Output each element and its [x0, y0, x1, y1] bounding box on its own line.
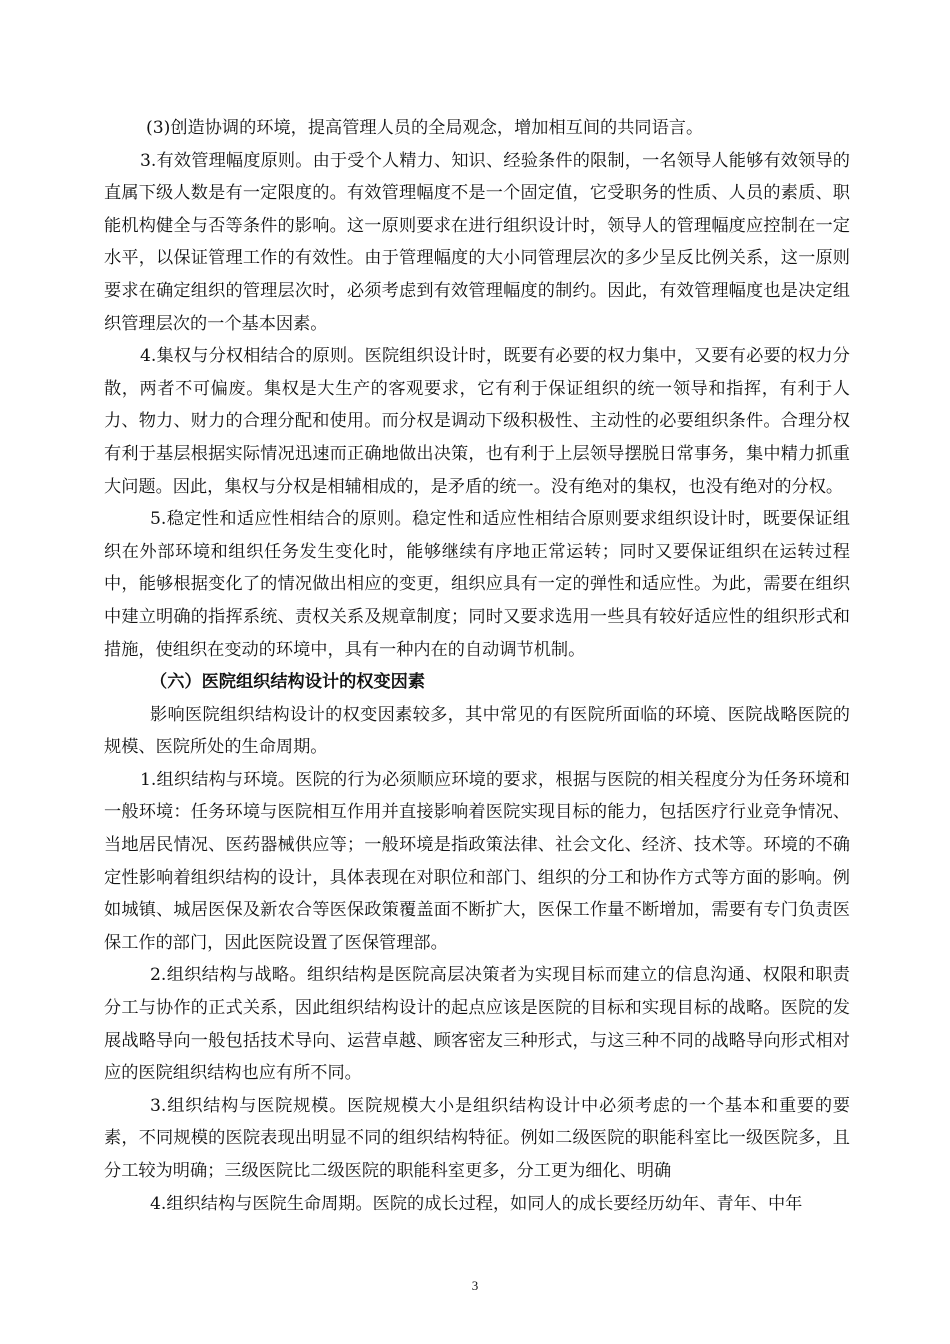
document-body: [104, 112, 850, 1220]
section-heading: （六）医院组织结构设计的权变因素: [150, 672, 426, 693]
paragraph-strategy: 2.组织结构与战略。组织结构是医院高层决策者为实现目标而建立的信息沟通、权限和职责分工与协作的正式关系，因此组织结构设计的起点应该是医院的目标和实现目标的战略。医院的发展战略导向一般包括技术导向、运营卓越、顾客密友三种形式，与这三种不同的战略导向形式相对应的医院组织结构也应有所不同。: [104, 965, 850, 1084]
page-number: 3: [471, 1278, 479, 1293]
paragraph-coordination: (3)创造协调的环境，提高管理人员的全局观念，增加相互间的共同语言。: [146, 118, 704, 138]
paragraph-scale: 3.组织结构与医院规模。医院规模大小是组织结构设计中必须考虑的一个基本和重要的要素，不同规模的医院表现出明显不同的组织结构特征。例如二级医院的职能科室比一级医院多，且分工较为明确；三级医院比二级医院的职能科室更多，分工更为细化、明确: [104, 1095, 850, 1181]
paragraph-stability: 5.稳定性和适应性相结合的原则。稳定性和适应性相结合原则要求组织设计时，既要保证组织在外部环境和组织任务发生变化时，能够继续有序地正常运转；同时又要保证组织在运转过程中，能够根据变化了的情况做出相应的变更，组织应具有一定的弹性和适应性。为此，需要在组织中建立明确的指挥系统、责权关系及规章制度；同时又要求选用一些具有较好适应性的组织形式和措施，使组织在变动的环境中，具有一种内在的自动调节机制。: [104, 509, 850, 660]
paragraph-centralization: 4.集权与分权相结合的原则。医院组织设计时，既要有必要的权力集中，又要有必要的权力分散，两者不可偏废。集权是大生产的客观要求，它有利于保证组织的统一领导和指挥，有利于人力、物力、财力的合理分配和使用。而分权是调动下级积极性、主动性的必要组织条件。合理分权有利于基层根据实际情况迅速而正确地做出决策，也有利于上层领导摆脱日常事务，集中精力抓重大问题。因此，集权与分权是相辅相成的，是矛盾的统一。没有绝对的集权，也没有绝对的分权。: [104, 346, 850, 497]
paragraph-lifecycle: 4.组织结构与医院生命周期。医院的成长过程，如同人的成长要经历幼年、青年、中年: [150, 1193, 803, 1214]
paragraph-environment: 1.组织结构与环境。医院的行为必须顺应环境的要求，根据与医院的相关程度分为任务环境和一般环境：任务环境与医院相互作用并直接影响着医院实现目标的能力，包括医疗行业竞争情况、当地居民情况、医药器械供应等；一般环境是指政策法律、社会文化、经济、技术等。环境的不确定性影响着组织结构的设计，具体表现在对职位和部门、组织的分工和协作方式等方面的影响。例如城镇、城居医保及新农合等医保政策覆盖面不断扩大，医保工作量不断增加，需要有专门负责医保工作的部门，因此医院设置了医保管理部。: [104, 769, 850, 953]
paragraph-span-of-control: 3.有效管理幅度原则。由于受个人精力、知识、经验条件的限制，一名领导人能够有效领导的直属下级人数是有一定限度的。有效管理幅度不是一个固定值，它受职务的性质、人员的素质、职能机构健全与否等条件的影响。这一原则要求在进行组织设计时，领导人的管理幅度应控制在一定水平，以保证管理工作的有效性。由于管理幅度的大小同管理层次的多少呈反比例关系，这一原则要求在确定组织的管理层次时，必须考虑到有效管理幅度的制约。因此，有效管理幅度也是决定组织管理层次的一个基本因素。: [104, 150, 850, 334]
paragraph-contingency-intro: 影响医院组织结构设计的权变因素较多，其中常见的有医院所面临的环境、医院战略医院的规模、医院所处的生命周期。: [104, 704, 850, 758]
